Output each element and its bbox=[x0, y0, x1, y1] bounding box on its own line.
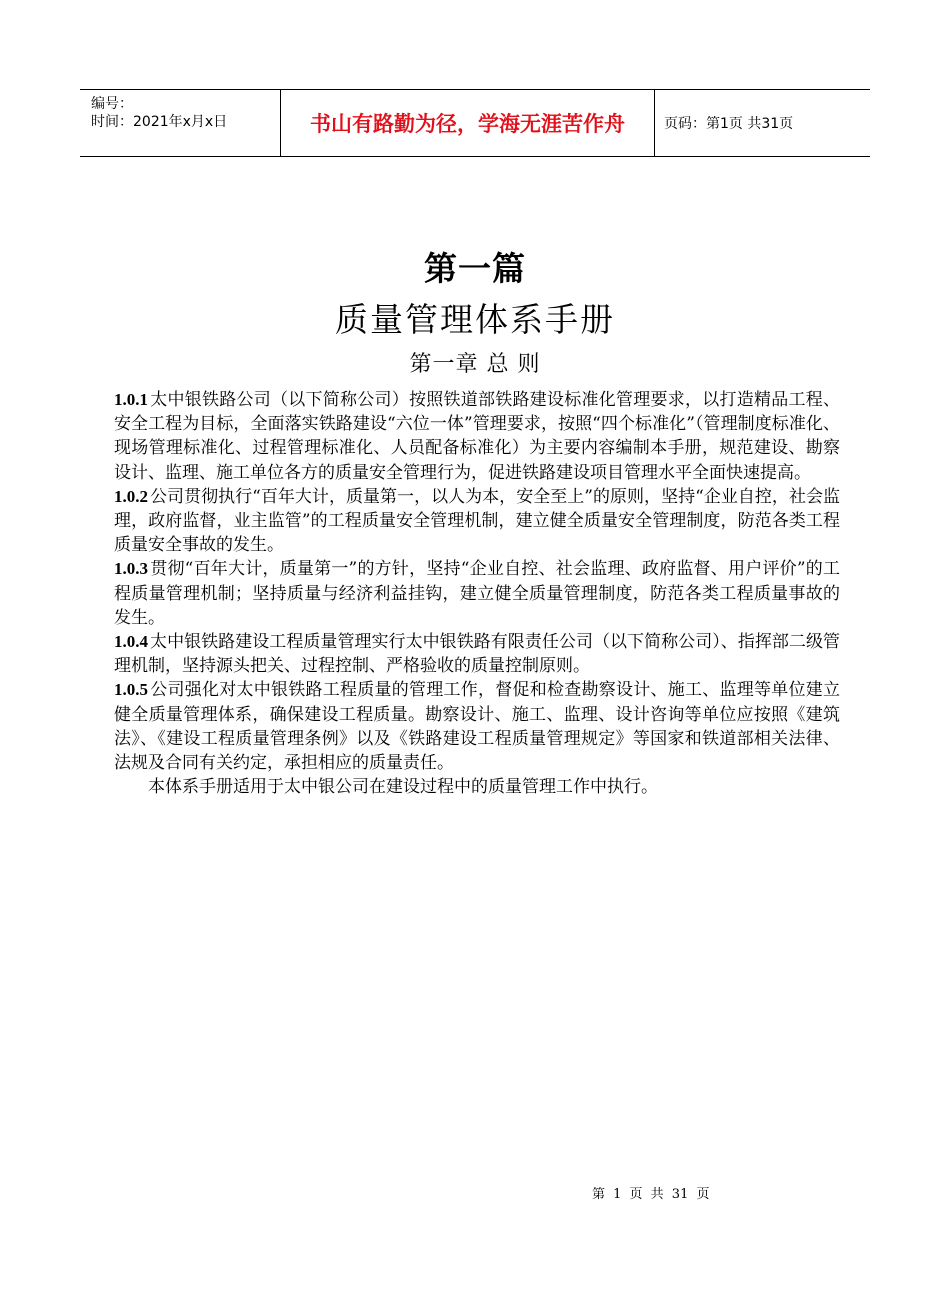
part-title: 第一篇 bbox=[424, 249, 526, 288]
section-text: 公司强化对太中银铁路工程质量的管理工作，督促和检查勘察设计、施工、监理等单位建立健全质量管理体系，确保建设工程质量。勘察设计、施工、监理、设计咨询等单位应按照《建筑法》、《建设工程质量管理条例》以及《铁路建设工程质量管理规定》等国家和铁道部相关法律、法规及合同有关约定，承担相应的质量责任。 bbox=[114, 680, 840, 774]
header-page-code: 页码：第1页 共31页 bbox=[664, 116, 794, 132]
section-paragraph bbox=[114, 485, 840, 558]
section-text: 公司贯彻执行“百年大计，质量第一，以人为本，安全至上”的原则，坚持“企业自控，社会监理，政府监督，业主监管”的工程质量安全管理机制，建立健全质量安全管理制度，防范各类工程质量安全事故的发生。 bbox=[114, 486, 840, 556]
header-motto-cell bbox=[281, 90, 655, 156]
time-label: 时间：2021年x月x日 bbox=[91, 114, 228, 130]
manual-title: 质量管理体系手册 bbox=[335, 300, 615, 339]
closing-paragraph: 本体系手册适用于太中银公司在建设过程中的质量管理工作中执行。 bbox=[148, 777, 658, 798]
section-paragraph bbox=[114, 630, 840, 678]
section-text: 贯彻“百年大计，质量第一”的方针，坚持“企业自控、社会监理、政府监督、用户评价”的工程质量管理机制；坚持质量与经济利益挂钩，建立健全质量管理制度，防范各类工程质量事故的发生。 bbox=[114, 559, 840, 628]
section-number: 1.0.4 bbox=[114, 632, 148, 652]
document-header bbox=[80, 89, 870, 157]
page-footer: 第 1 页 共 31 页 bbox=[592, 1187, 710, 1202]
section-paragraph bbox=[114, 388, 840, 485]
section-text: 太中银铁路建设工程质量管理实行太中银铁路有限责任公司（以下简称公司）、指挥部二级管理机制，坚持源头把关、过程控制、严格验收的质量控制原则。 bbox=[114, 632, 840, 677]
section-paragraph bbox=[114, 557, 840, 630]
chapter-title: 第一章 总 则 bbox=[409, 352, 541, 377]
document-body bbox=[114, 388, 840, 799]
header-meta-cell bbox=[80, 90, 281, 156]
header-page-cell bbox=[655, 90, 870, 156]
section-text: 太中银铁路公司（以下简称公司）按照铁道部铁路建设标准化管理要求，以打造精品工程、安全工程为目标，全面落实铁路建设“六位一体”管理要求，按照“四个标准化”（管理制度标准化、现场管理标准化、过程管理标准化、人员配备标准化）为主要内容编制本手册，规范建设、勘察设计、监理、施工单位各方的质量安全管理行为，促进铁路建设项目管理水平全面快速提高。 bbox=[114, 390, 840, 483]
serial-number-label: 编号： bbox=[91, 96, 133, 112]
section-number: 1.0.2 bbox=[114, 486, 148, 506]
section-number: 1.0.1 bbox=[114, 390, 148, 409]
section-number: 1.0.5 bbox=[114, 680, 148, 700]
header-motto: 书山有路勤为径，学海无涯苦作舟 bbox=[310, 112, 625, 136]
section-paragraph bbox=[114, 678, 840, 775]
section-number: 1.0.3 bbox=[114, 559, 148, 579]
